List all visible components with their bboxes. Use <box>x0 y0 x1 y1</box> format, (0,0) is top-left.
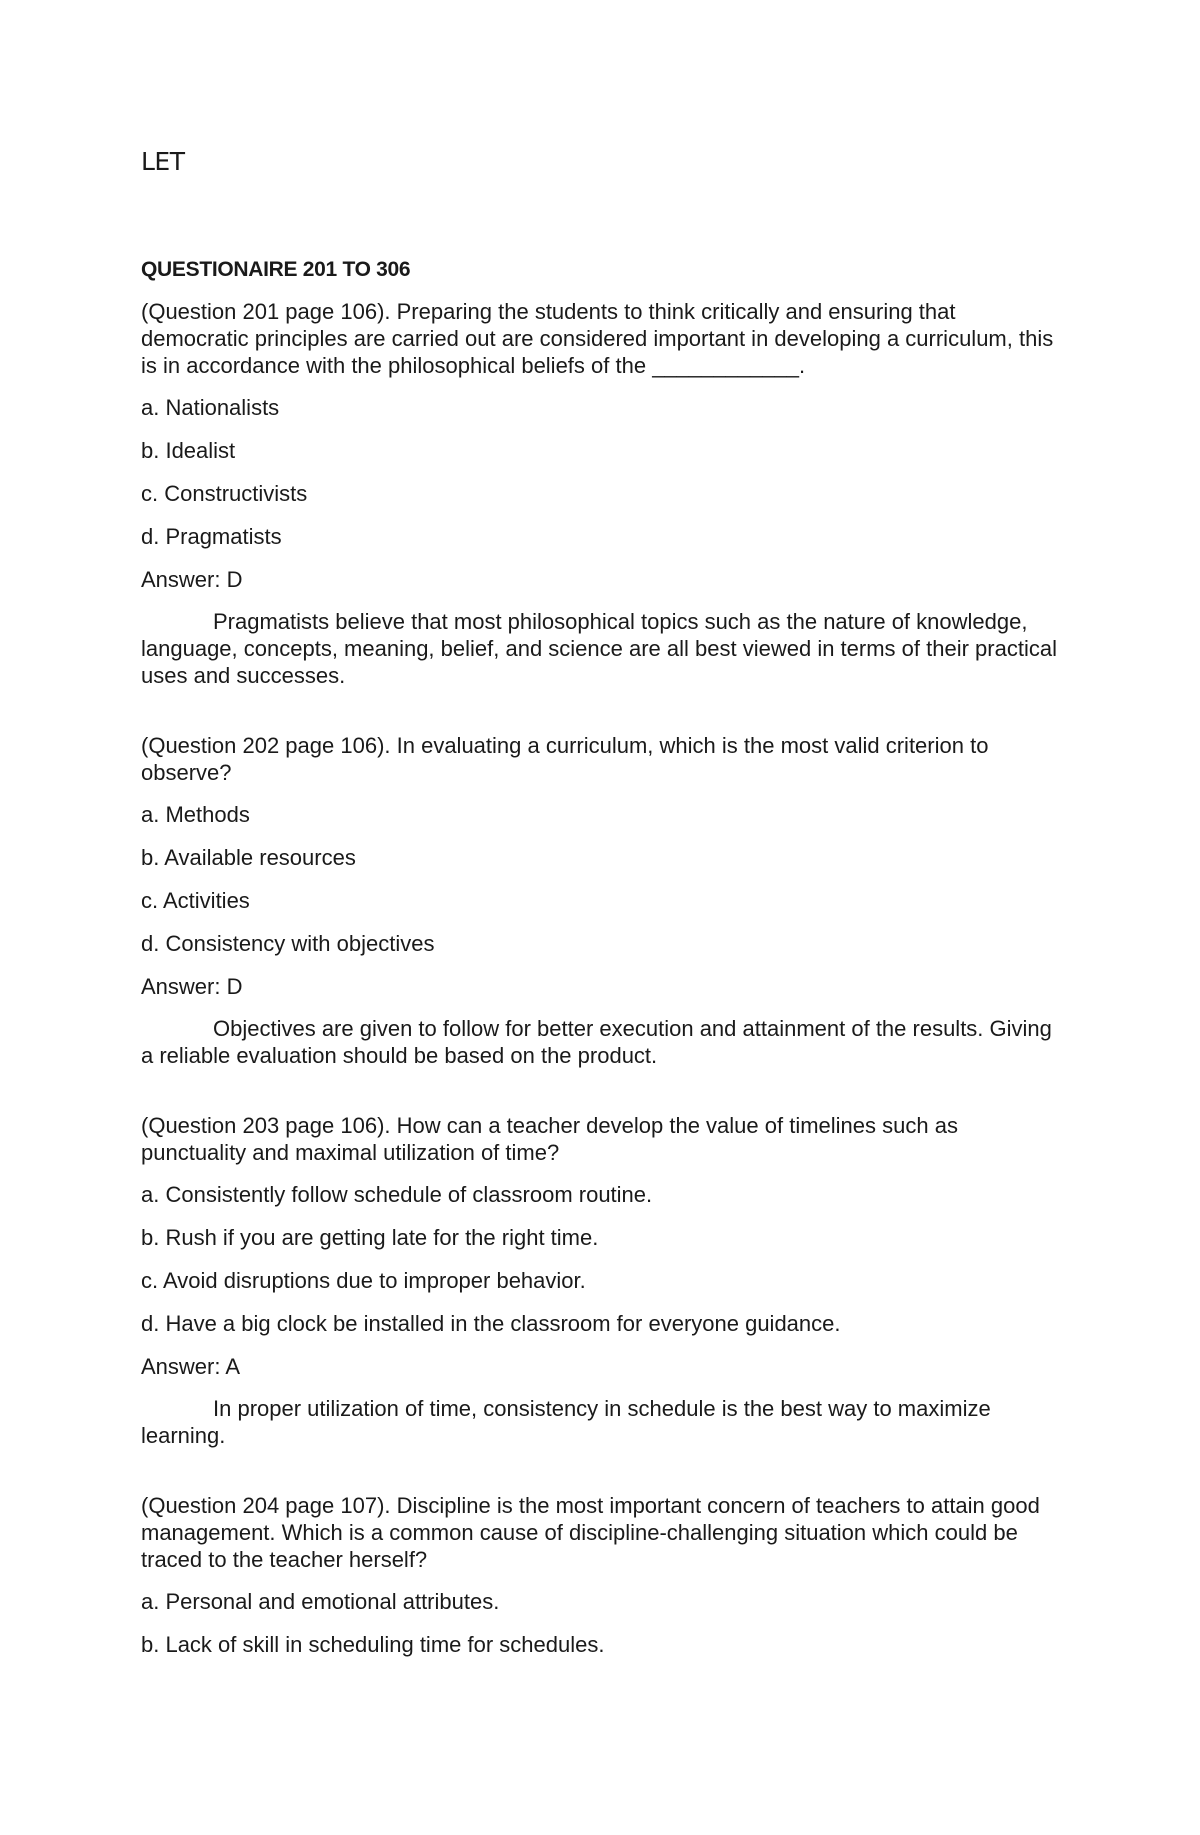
option-c: c. Activities <box>141 888 250 913</box>
answer-line: Answer: A <box>141 1354 241 1379</box>
question-203 <box>141 1112 1061 1449</box>
option-c: c. Avoid disruptions due to improper behavior. <box>141 1268 586 1293</box>
option-b: b. Rush if you are getting late for the right time. <box>141 1225 599 1250</box>
question-201 <box>141 298 1061 689</box>
option-d: d. Have a big clock be installed in the classroom for everyone guidance. <box>141 1311 841 1336</box>
option-b: b. Lack of skill in scheduling time for schedules. <box>141 1632 605 1657</box>
option-a: a. Consistently follow schedule of classroom routine. <box>141 1182 653 1207</box>
section-heading: QUESTIONAIRE 201 TO 306 <box>141 258 411 281</box>
option-a: a. Personal and emotional attributes. <box>141 1589 500 1614</box>
answer-line: Answer: D <box>141 974 243 999</box>
answer-line: Answer: D <box>141 567 243 592</box>
question-list <box>141 298 1061 1674</box>
option-d: d. Pragmatists <box>141 524 282 549</box>
option-a: a. Methods <box>141 802 250 827</box>
question-204 <box>141 1492 1061 1658</box>
question-stem: (Question 202 page 106). In evaluating a curriculum, which is the most valid criterion to observe? <box>141 733 989 785</box>
question-stem: (Question 204 page 107). Discipline is the most important concern of teachers to attain good management. Which is a common cause of discipline-challenging situation which could be traced to the teacher herself? <box>141 1493 1040 1572</box>
question-stem: (Question 203 page 106). How can a teacher develop the value of timelines such as punctuality and maximal utilization of time? <box>141 1113 958 1165</box>
option-b: b. Available resources <box>141 845 356 870</box>
option-d: d. Consistency with objectives <box>141 931 435 956</box>
explanation: Objectives are given to follow for better execution and attainment of the results. Giving a reliable evaluation should be based on the product. <box>141 1016 1052 1068</box>
question-202 <box>141 732 1061 1069</box>
option-b: b. Idealist <box>141 438 236 463</box>
option-c: c. Constructivists <box>141 481 308 506</box>
question-stem: (Question 201 page 106). Preparing the students to think critically and ensuring that democratic principles are carried out are considered important in developing a curriculum, this is in accordance with the philosophical beliefs of the ____________. <box>141 299 1054 378</box>
explanation: Pragmatists believe that most philosophical topics such as the nature of knowledge, language, concepts, meaning, belief, and science are all best viewed in terms of their practical uses and successes. <box>141 609 1057 688</box>
option-a: a. Nationalists <box>141 395 280 420</box>
document-title: LET <box>141 147 185 176</box>
explanation: In proper utilization of time, consistency in schedule is the best way to maximize learning. <box>141 1396 991 1448</box>
